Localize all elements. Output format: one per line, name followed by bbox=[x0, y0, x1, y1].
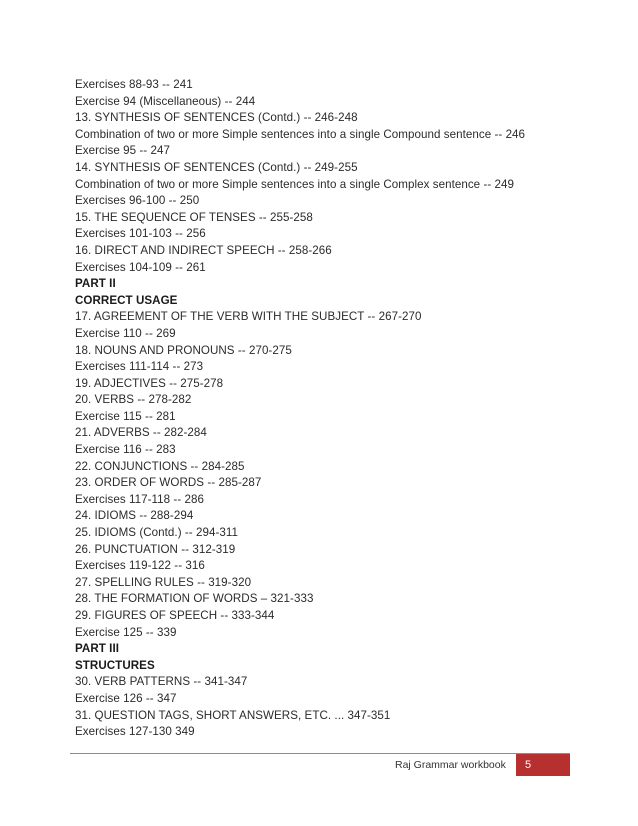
section-heading: STRUCTURES bbox=[75, 658, 155, 672]
toc-entry: 19. ADJECTIVES -- 275-278 bbox=[75, 376, 224, 390]
toc-entry: Exercise 110 -- 269 bbox=[75, 326, 176, 340]
toc-entry: Exercise 126 -- 347 bbox=[75, 691, 177, 705]
toc-entry: 21. ADVERBS -- 282-284 bbox=[75, 426, 207, 440]
toc-entry: 25. IDIOMS (Contd.) -- 294-311 bbox=[75, 526, 239, 540]
toc-entry: 24. IDIOMS -- 288-294 bbox=[75, 509, 194, 523]
section-heading: PART II bbox=[75, 277, 116, 291]
table-of-contents bbox=[75, 77, 575, 741]
toc-entry: Exercises 111-114 -- 273 bbox=[75, 360, 204, 374]
footer-divider bbox=[70, 753, 570, 754]
toc-entry: Exercises 119-122 -- 316 bbox=[75, 559, 205, 573]
toc-entry: 28. THE FORMATION OF WORDS – 321-333 bbox=[75, 592, 314, 606]
toc-entry: 27. SPELLING RULES -- 319-320 bbox=[75, 575, 252, 589]
toc-entry: Exercise 116 -- 283 bbox=[75, 443, 176, 457]
toc-entry: 17. AGREEMENT OF THE VERB WITH THE SUBJECT -- 267-270 bbox=[75, 310, 422, 324]
toc-entry: 22. CONJUNCTIONS -- 284-285 bbox=[75, 459, 245, 473]
page-number-badge: 5 bbox=[516, 754, 570, 776]
toc-entry: Exercise 125 -- 339 bbox=[75, 625, 177, 639]
toc-entry: 31. QUESTION TAGS, SHORT ANSWERS, ETC. ... 347-351 bbox=[75, 708, 391, 722]
toc-entry: Exercise 115 -- 281 bbox=[75, 409, 176, 423]
toc-entry: Exercises 88-93 -- 241 bbox=[75, 78, 193, 91]
toc-entry: 14. SYNTHESIS OF SENTENCES (Contd.) -- 249-255 bbox=[75, 160, 358, 174]
section-heading: PART III bbox=[75, 642, 119, 656]
toc-entry: Exercises 127-130 349 bbox=[75, 725, 195, 739]
toc-entry: 18. NOUNS AND PRONOUNS -- 270-275 bbox=[75, 343, 292, 357]
footer-book-title: Raj Grammar workbook bbox=[395, 759, 506, 771]
toc-entry: 30. VERB PATTERNS -- 341-347 bbox=[75, 675, 248, 689]
toc-entry: 29. FIGURES OF SPEECH -- 333-344 bbox=[75, 609, 275, 622]
toc-entry: Exercises 117-118 -- 286 bbox=[75, 492, 205, 506]
toc-entry: 13. SYNTHESIS OF SENTENCES (Contd.) -- 246-248 bbox=[75, 111, 358, 125]
toc-entry: Exercise 94 (Miscellaneous) -- 244 bbox=[75, 94, 256, 108]
toc-entry: Exercises 101-103 -- 256 bbox=[75, 227, 206, 241]
toc-entry: 16. DIRECT AND INDIRECT SPEECH -- 258-266 bbox=[75, 243, 332, 257]
section-heading: CORRECT USAGE bbox=[75, 293, 178, 307]
toc-entry: 15. THE SEQUENCE OF TENSES -- 255-258 bbox=[75, 210, 313, 224]
toc-entry: Exercises 96-100 -- 250 bbox=[75, 194, 200, 208]
toc-entry: 23. ORDER OF WORDS -- 285-287 bbox=[75, 476, 262, 490]
toc-entry: Combination of two or more Simple sentences into a single Complex sentence -- 249 bbox=[75, 177, 515, 191]
toc-entry: Combination of two or more Simple sentences into a single Compound sentence -- 246 bbox=[75, 127, 526, 141]
toc-entry: Exercise 95 -- 247 bbox=[75, 144, 170, 158]
toc-entry: 20. VERBS -- 278-282 bbox=[75, 393, 192, 407]
toc-entry: Exercises 104-109 -- 261 bbox=[75, 260, 206, 274]
toc-entry: 26. PUNCTUATION -- 312-319 bbox=[75, 542, 236, 556]
